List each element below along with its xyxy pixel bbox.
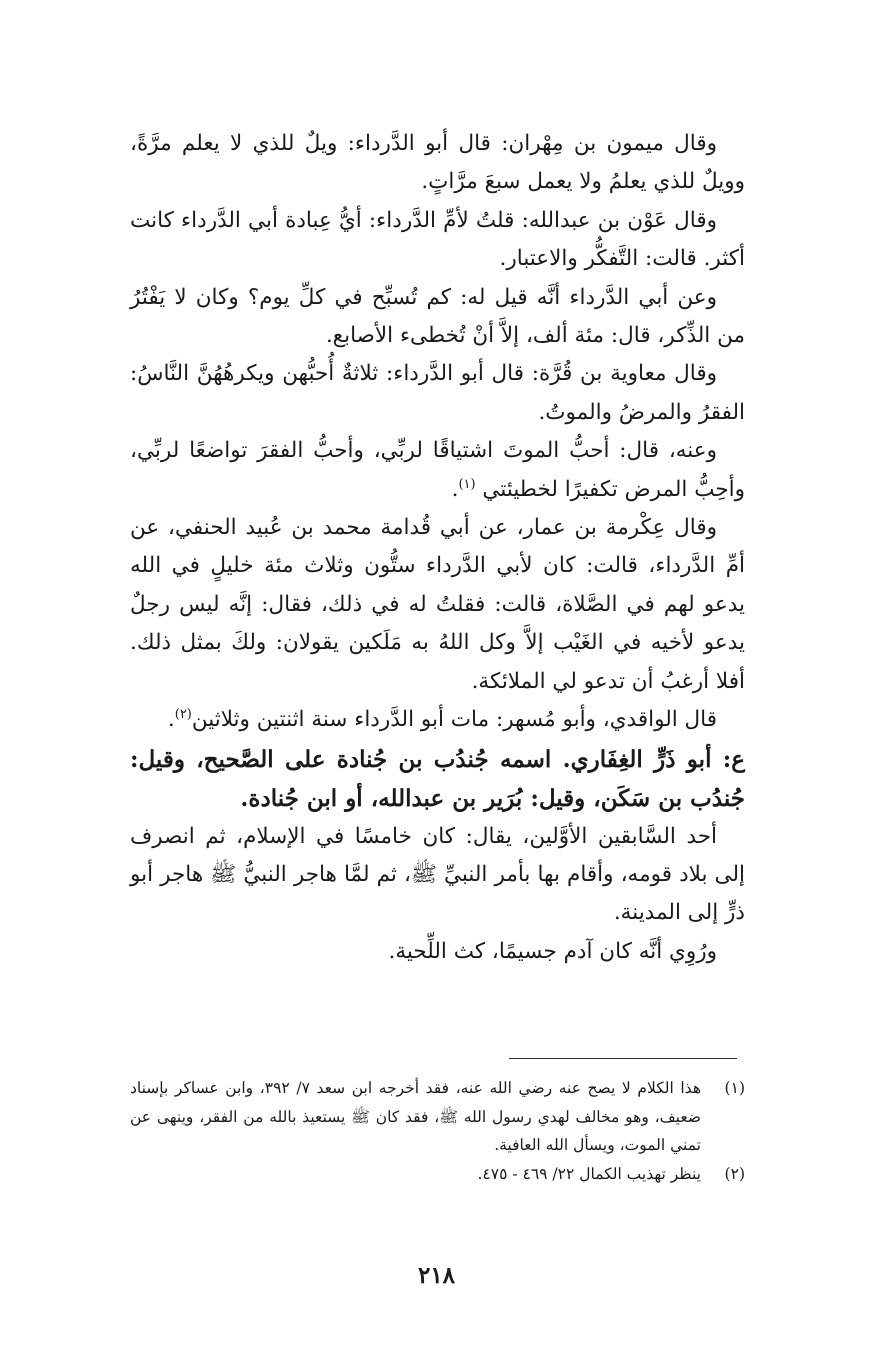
page-number: ٢١٨ [417,1262,456,1289]
paragraph-muawiya: وقال معاوية بن قُرَّة: قال أبو الدَّرداء: ثلاثةٌ أُحبُّهن ويكرهُهُنَّ النَّاسُ: الفقرُ والمرضُ والموتُ. [130,361,745,425]
footnote-ref-2: (٢) [174,706,192,722]
footnote-number: (١) [724,1079,745,1097]
main-text-block [130,125,745,971]
paragraph-tasbih: وعن أبي الدَّرداء أنَّه قيل له: كم تُسبِّح في كلِّ يوم؟ وكان لا يَفْتُرُ من الذِّكر، قال: مئة ألف، إلاَّ أنْ تُخطىء الأصابع. [130,284,745,349]
paragraph-anhu-text: وعنه، قال: أحبُّ الموتَ اشتياقًا لربِّي، وأحبُّ الفقرَ تواضعًا لربِّي، وأحِبُّ المرض تكفيرًا لخطيئتي [130,438,745,502]
footnote-text: هذا الكلام لا يصح عنه رضي الله عنه، فقد أخرجه ابن سعد ٧/ ٣٩٢، وابن عساكر بإسناد ضعيف، وهو مخالف لهدي رسول الله ﷺ، فقد كان ﷺ يستعيذ بالله من الفقر، وينهى عن تمني الموت، ويسأل الله العافية. [130,1079,701,1154]
paragraph-sabiqin: أحد السَّابقين الأوَّلين، يقال: كان خامسًا في الإسلام، ثم انصرف إلى بلاد قومه، وأقام بها بأمر النبيِّ ﷺ، ثم لمَّا هاجر النبيُّ ﷺ هاجر أبو ذرٍّ إلى المدينة. [130,823,745,926]
paragraph-ikrima: وقال عِكْرمة بن عمار، عن أبي قُدامة محمد بن عُبيد الحنفي، عن أمِّ الدَّرداء، قالت: كان لأبي الدَّرداء ستُّون وثلاث مئة خليلٍ في الله يدعو لهم في الصَّلاة، قالت: فقلتُ له في ذلك، فقال: إنَّه ليس رجلٌ يدعو لأخيه في الغَيْب إلاَّ وكل اللهُ به مَلَكين يقولان: ولكَ بمثل ذلك. أفلا أرغبُ أن تدعو لي الملائكة. [130,515,745,694]
paragraph-awn: وقال عَوْن بن عبدالله: قلتُ لأمِّ الدَّرداء: أيُّ عِبادة أبي الدَّرداء كانت أكثر. قالت: التَّفكُّر والاعتبار. [130,207,745,272]
paragraph-waqidi: قال الواقدي، وأبو مُسهر: مات أبو الدَّرداء سنة اثنتين وثلاثين$^{(٢)}$. [167,706,717,733]
footnote-1 [130,1074,745,1160]
paragraph-anhu: وعنه، قال: أحبُّ الموتَ اشتياقًا لربِّي، وأحبُّ الفقرَ تواضعًا لربِّي، وأحِبُّ المرض تكفيرًا لخطيئتي $^{(١)}$. [130,438,745,502]
footnote-text: ينظر تهذيب الكمال ٢٢/ ٤٦٩ - ٤٧٥. [477,1164,701,1183]
footnote-number: (٢) [724,1164,745,1183]
footnotes-block [130,1074,745,1188]
footnote-ref-1: (١) [458,476,476,492]
footnote-2 [130,1160,745,1189]
paragraph-ruwiya: ورُوِي أنَّه كان آدم جسيمًا، كث اللِّحية. [388,938,717,964]
paragraph-waqidi-text: قال الواقدي، وأبو مُسهر: مات أبو الدَّرداء سنة اثنتين وثلاثين [191,707,717,733]
footnote-separator [509,1058,737,1059]
paragraph-maymun: وقال ميمون بن مِهْران: قال أبو الدَّرداء: ويلٌ للذي لا يعلم مرَّةً، وويلٌ للذي يعلمُ ولا يعمل سبعَ مرَّاتٍ. [130,131,745,195]
entry-heading-abu-dharr: ع: أبو ذَرٍّ الغِفَاري. اسمه جُندُب بن جُنادة على الصَّحيح، وقيل: جُندُب بن سَكَن، وقيل: بُرَير بن عبدالله، أو ابن جُنادة. [130,745,745,812]
